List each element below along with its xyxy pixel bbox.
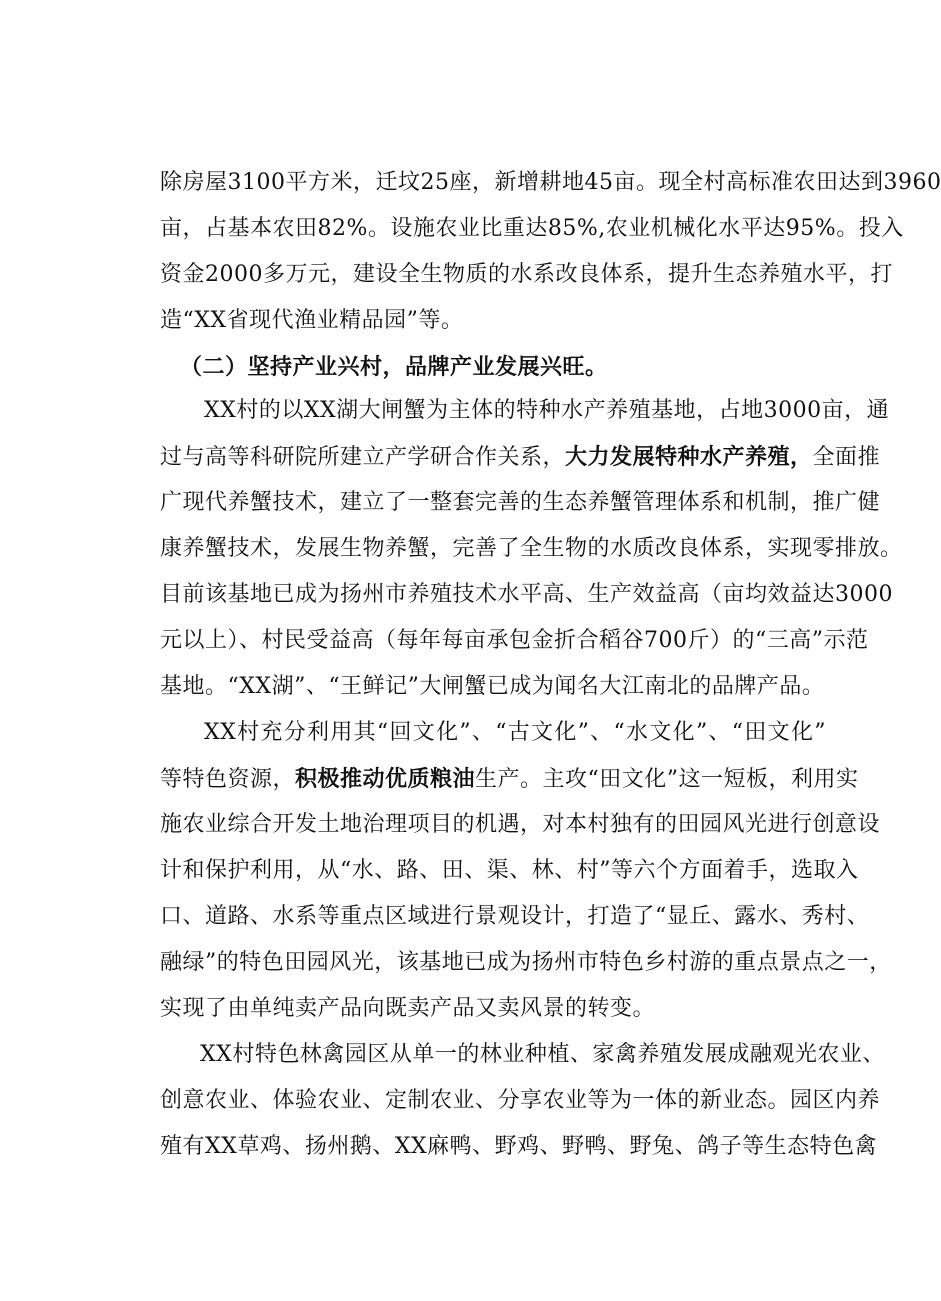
paragraph-3-line-2: 创意农业、体验农业、定制农业、分享农业等为一体的新业态。园区内养 (160, 1088, 881, 1113)
paragraph-1-line-4: 康养蟹技术，发展生物养蟹，完善了全生物的水质改良体系，实现零排放。 (160, 536, 903, 561)
paragraph-2-line-7: 实现了由单纯卖产品向既卖产品又卖风景的转变。 (160, 996, 656, 1021)
body-text-line: 资金2000多万元，建设全生物质的水系改良体系，提升生态养殖水平，打 (160, 262, 893, 287)
text-run: 生产。主攻“田文化”这一短板，利用实 (475, 767, 859, 792)
paragraph-2-line-2 (160, 756, 859, 802)
paragraph-3-line-3: 殖有XX草鸡、扬州鹅、XX麻鸭、野鸡、野鸭、野兔、鸽子等生态特色禽 (160, 1134, 878, 1159)
text-run: 全面推 (812, 445, 881, 470)
paragraph-2-line-1: XX村充分利用其“回文化”、“古文化”、“水文化”、“田文化” (204, 720, 826, 745)
paragraph-3-line-1: XX村特色林禽园区从单一的林业种植、家禽养殖发展成融观光农业、 (200, 1042, 885, 1067)
paragraph-1-line-1: XX村的以XX湖大闸蟹为主体的特种水产养殖基地，占地3000亩，通 (204, 398, 890, 423)
paragraph-1-line-7: 基地。“XX湖”、“王鲜记”大闸蟹已成为闻名大江南北的品牌产品。 (160, 674, 825, 699)
paragraph-2-line-5: 口、道路、水系等重点区域进行景观设计，打造了“显丘、露水、秀村、 (160, 904, 870, 929)
paragraph-2-line-4: 计和保护利用，从“水、路、田、渠、林、村”等六个方面着手，选取入 (160, 858, 859, 883)
paragraph-2-line-3: 施农业综合开发土地治理项目的机遇，对本村独有的田园风光进行创意设 (160, 812, 881, 837)
bold-emphasis: 大力发展特种水产养殖， (565, 444, 813, 470)
text-run: 过与高等科研院所建立产学研合作关系， (160, 445, 566, 470)
paragraph-2-line-6: 融绿”的特色田园风光，该基地已成为扬州市特色乡村游的重点景点之一， (160, 950, 892, 975)
body-text-line: 亩，占基本农田82%。设施农业比重达85%,农业机械化水平达95%。投入 (160, 216, 904, 241)
section-heading: （二）坚持产业兴村，品牌产业发展兴旺。 (180, 354, 608, 380)
body-text-line: 造“XX省现代渔业精品园”等。 (160, 308, 464, 333)
paragraph-1-line-5: 目前该基地已成为扬州市养殖技术水平高、生产效益高（亩均效益达3000 (160, 582, 893, 607)
paragraph-1-line-3: 广现代养蟹技术，建立了一整套完善的生态养蟹管理体系和机制，推广健 (160, 490, 881, 515)
body-text-line: 除房屋3100平方米，迁坟25座，新增耕地45亩。现全村高标准农田达到3960 (160, 170, 941, 195)
paragraph-1-line-2 (160, 434, 881, 480)
text-run: 等特色资源， (160, 767, 296, 792)
bold-emphasis: 积极推动优质粮油 (295, 766, 476, 792)
paragraph-1-line-6: 元以上）、村民受益高（每年每亩承包金折合稻谷700斤）的“三高”示范 (160, 628, 869, 653)
